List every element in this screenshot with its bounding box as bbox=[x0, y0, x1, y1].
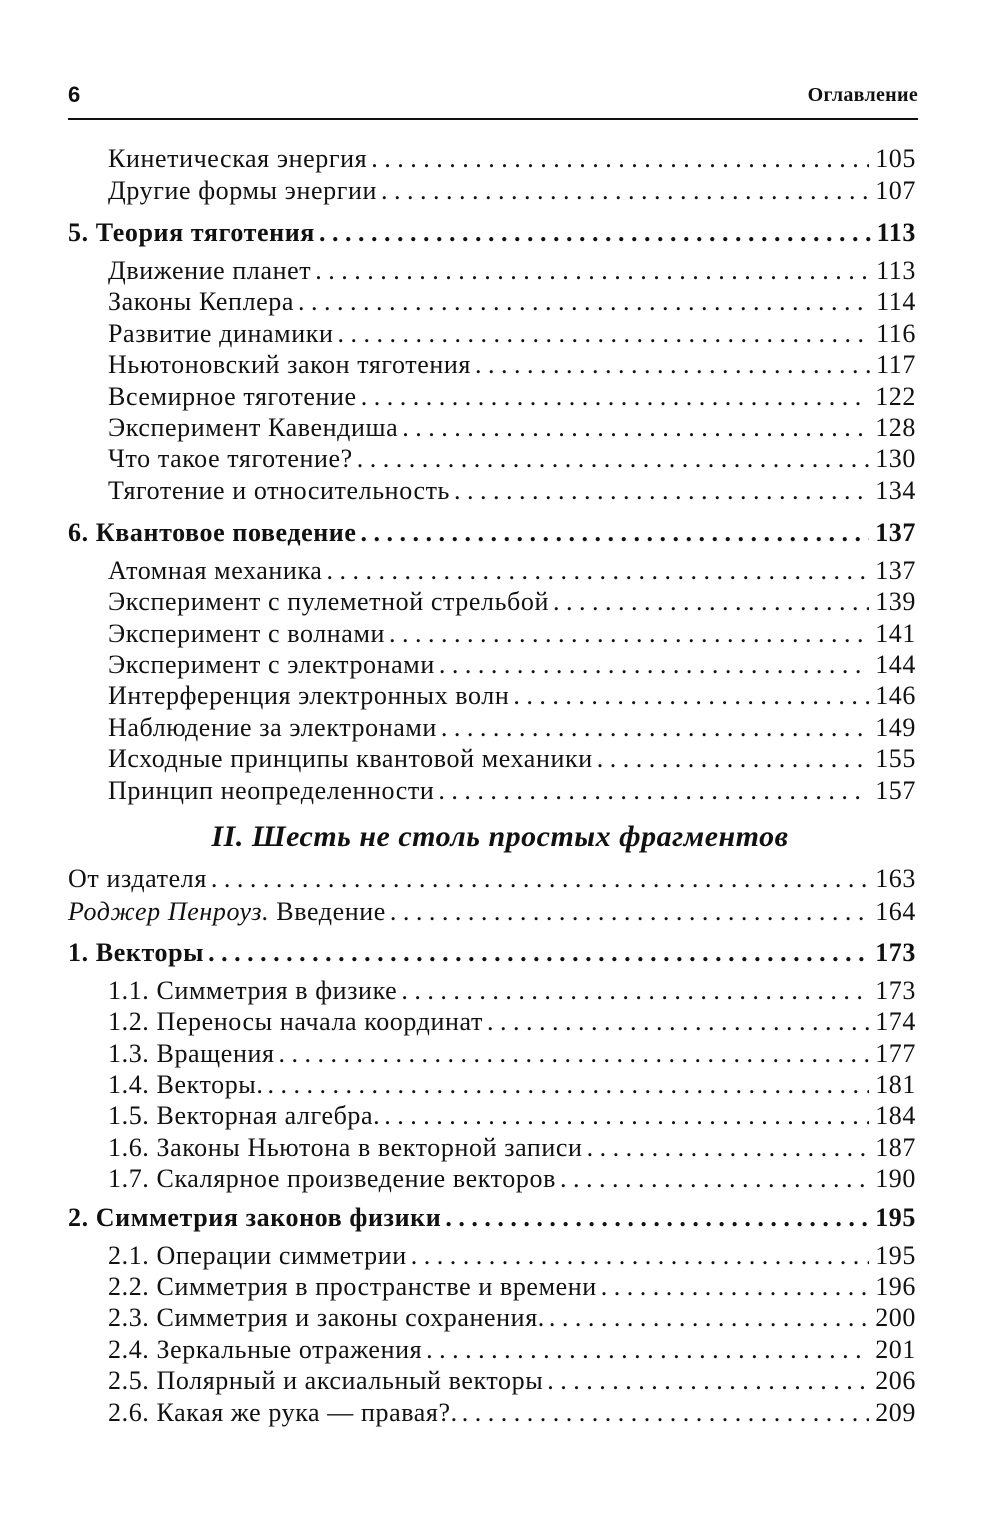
dot-leader bbox=[381, 175, 869, 207]
dot-leader bbox=[361, 517, 870, 549]
toc-entry-page: 128 bbox=[875, 413, 916, 442]
toc-entry-page: 146 bbox=[875, 681, 916, 710]
toc-entry-title: Всемирное тяготение bbox=[108, 382, 357, 411]
toc-entry bbox=[68, 937, 916, 969]
toc-entry-title: Эксперимент с волнами bbox=[108, 619, 386, 648]
toc-entry bbox=[108, 1038, 916, 1070]
dot-leader bbox=[389, 618, 869, 650]
toc-entry-page: 200 bbox=[875, 1303, 916, 1332]
toc-entry-title: Законы Кеплера bbox=[108, 287, 295, 316]
dot-leader bbox=[384, 1100, 869, 1132]
toc-entry bbox=[108, 412, 916, 444]
dot-leader bbox=[587, 1132, 870, 1164]
toc-entry-page: 139 bbox=[875, 587, 916, 616]
dot-leader bbox=[326, 555, 869, 587]
toc-entry bbox=[108, 743, 916, 775]
toc-entry-page: 144 bbox=[875, 650, 916, 679]
toc-entry-title: 1.6. Законы Ньютона в векторной записи bbox=[108, 1133, 583, 1162]
toc-entry-title: 1.5. Векторная алгебра. bbox=[108, 1101, 381, 1130]
toc-entry-title: 2.6. Какая же рука — правая?. bbox=[108, 1398, 458, 1427]
toc-entry bbox=[108, 318, 916, 350]
toc-entry bbox=[108, 1334, 916, 1366]
toc-entry bbox=[108, 1240, 916, 1272]
toc-entry-page: 201 bbox=[875, 1335, 916, 1364]
dot-leader bbox=[439, 649, 869, 681]
toc-entry-page: 177 bbox=[875, 1039, 916, 1068]
dot-leader bbox=[402, 412, 869, 444]
toc-entry bbox=[108, 443, 916, 475]
toc-entry bbox=[108, 586, 916, 618]
dot-leader bbox=[487, 1006, 869, 1038]
dot-leader bbox=[426, 1334, 869, 1366]
toc-entry-title: Другие формы энергии bbox=[108, 176, 377, 205]
toc-entry bbox=[108, 680, 916, 712]
toc-entry-title: 2.2. Симметрия в пространстве и времени bbox=[108, 1272, 597, 1301]
dot-leader bbox=[298, 286, 870, 318]
page-header bbox=[68, 78, 918, 120]
toc-entry-author: Роджер Пенроуз. bbox=[68, 897, 270, 926]
toc-entry-page: 195 bbox=[875, 1203, 916, 1232]
toc-entry bbox=[68, 517, 916, 549]
toc-entry-page: 113 bbox=[876, 256, 916, 285]
toc-entry bbox=[108, 975, 916, 1007]
toc-entry-title: Кинетическая энергия bbox=[108, 144, 368, 173]
toc-entry-page: 141 bbox=[875, 619, 916, 648]
toc-entry bbox=[108, 475, 916, 507]
toc-entry bbox=[108, 286, 916, 318]
toc-entry-page: 195 bbox=[875, 1241, 916, 1270]
toc-entry-title: Эксперимент Кавендиша bbox=[108, 413, 399, 442]
dot-leader bbox=[411, 1240, 869, 1272]
toc-entry-title: 1.7. Скалярное произведение векторов bbox=[108, 1164, 556, 1193]
toc-entry-page: 105 bbox=[875, 144, 916, 173]
toc-entry-page: 163 bbox=[875, 864, 916, 893]
toc-entry-title: Тяготение и относительность bbox=[108, 476, 450, 505]
toc-entry-title: Движение планет bbox=[108, 256, 312, 285]
toc-entry-title: Эксперимент с пулеметной стрельбой bbox=[108, 587, 549, 616]
toc-entry-page: 107 bbox=[875, 176, 916, 205]
dot-leader bbox=[357, 443, 869, 475]
dot-leader bbox=[267, 1069, 869, 1101]
toc-entry bbox=[108, 555, 916, 587]
toc-entry-title: Эксперимент с электронами bbox=[108, 650, 435, 679]
toc-entry bbox=[108, 143, 916, 175]
toc-entry-title: 1.3. Вращения bbox=[108, 1039, 275, 1068]
toc-entry-title: Ньютоновский закон тяготения bbox=[108, 350, 471, 379]
toc-entry bbox=[108, 775, 916, 807]
toc-entry-page: 209 bbox=[875, 1398, 916, 1427]
toc-entry-page: 137 bbox=[875, 556, 916, 585]
toc-entry bbox=[108, 1069, 916, 1101]
toc-entry-page: 113 bbox=[876, 218, 916, 247]
toc-entry-title: 1.1. Симметрия в физике bbox=[108, 976, 398, 1005]
toc-entry bbox=[68, 896, 916, 928]
toc-entry-title: 2. Симметрия законов физики bbox=[68, 1203, 442, 1232]
dot-leader bbox=[315, 255, 870, 287]
toc-entry-page: 184 bbox=[875, 1101, 916, 1130]
toc-entry bbox=[68, 217, 916, 249]
toc-entry-page: 181 bbox=[875, 1070, 916, 1099]
dot-leader bbox=[208, 937, 869, 969]
toc-entry bbox=[108, 618, 916, 650]
dot-leader bbox=[560, 1163, 869, 1195]
toc-entry bbox=[108, 1163, 916, 1195]
toc-entry-title: 2.1. Операции симметрии bbox=[108, 1241, 407, 1270]
toc-entry-title: 6. Квантовое поведение bbox=[68, 518, 357, 547]
toc-entry bbox=[108, 175, 916, 207]
running-head: Оглавление bbox=[807, 84, 918, 106]
toc-entry-page: 114 bbox=[876, 287, 916, 316]
dot-leader bbox=[211, 863, 869, 895]
toc-entry bbox=[108, 381, 916, 413]
dot-leader bbox=[549, 1302, 869, 1334]
toc-entry-title: 1.4. Векторы. bbox=[108, 1070, 264, 1099]
toc-entry-title: Принцип неопределенности bbox=[108, 776, 435, 805]
toc-entry-page: 155 bbox=[875, 744, 916, 773]
toc-entry-title: Исходные принципы квантовой механики bbox=[108, 744, 593, 773]
dot-leader bbox=[361, 381, 869, 413]
dot-leader bbox=[390, 896, 869, 928]
toc-entry-title bbox=[68, 896, 386, 928]
toc-entry-page: 164 bbox=[875, 897, 916, 926]
toc-entry bbox=[108, 1365, 916, 1397]
toc-entry-title: 2.3. Симметрия и законы сохранения. bbox=[108, 1303, 545, 1332]
dot-leader bbox=[371, 143, 869, 175]
part-heading: II. Шесть не столь простых фрагментов bbox=[211, 820, 789, 853]
toc-entry-page: 157 bbox=[875, 776, 916, 805]
toc-entry-page: 187 bbox=[875, 1133, 916, 1162]
dot-leader bbox=[462, 1397, 869, 1429]
toc-entry-page: 122 bbox=[875, 382, 916, 411]
toc-entry-page: 173 bbox=[875, 938, 916, 967]
toc-entry-title: 2.5. Полярный и аксиальный векторы bbox=[108, 1366, 544, 1395]
toc-entry-title: Развитие динамики bbox=[108, 319, 334, 348]
dot-leader bbox=[401, 975, 869, 1007]
toc-entry-page: 196 bbox=[875, 1272, 916, 1301]
toc-entry-title: 5. Теория тяготения bbox=[68, 218, 315, 247]
toc-entry-page: 206 bbox=[875, 1366, 916, 1395]
toc-entry bbox=[108, 1271, 916, 1303]
toc-entry bbox=[108, 1006, 916, 1038]
toc-entry-page: 174 bbox=[875, 1007, 916, 1036]
toc-entry-title: От издателя bbox=[68, 864, 207, 893]
toc-entry-title: 2.4. Зеркальные отражения bbox=[108, 1335, 423, 1364]
dot-leader bbox=[454, 475, 869, 507]
dot-leader bbox=[547, 1365, 869, 1397]
toc-entry bbox=[108, 1397, 916, 1429]
toc-entry bbox=[108, 649, 916, 681]
toc-entry bbox=[108, 1302, 916, 1334]
toc-entry-page: 116 bbox=[876, 319, 916, 348]
dot-leader bbox=[441, 712, 869, 744]
dot-leader bbox=[279, 1038, 870, 1070]
toc-entry bbox=[68, 863, 916, 895]
dot-leader bbox=[445, 1202, 869, 1234]
toc-entry bbox=[108, 1100, 916, 1132]
dot-leader bbox=[475, 349, 870, 381]
toc-entry bbox=[108, 255, 916, 287]
dot-leader bbox=[513, 680, 869, 712]
dot-leader bbox=[319, 217, 871, 249]
toc-entry-title: Интерференция электронных волн bbox=[108, 681, 510, 710]
dot-leader bbox=[597, 743, 869, 775]
toc-entry bbox=[108, 349, 916, 381]
toc-entry-page: 173 bbox=[875, 976, 916, 1005]
toc-entry-page: 190 bbox=[875, 1164, 916, 1193]
dot-leader bbox=[438, 775, 869, 807]
toc-entry-page: 137 bbox=[875, 518, 916, 547]
toc-entry-title: Наблюдение за электронами bbox=[108, 713, 437, 742]
toc-entry-page: 134 bbox=[875, 476, 916, 505]
toc-entry-title: Что такое тяготение? bbox=[108, 444, 353, 473]
toc-entry-title: 1.2. Переносы начала координат bbox=[108, 1007, 483, 1036]
dot-leader bbox=[338, 318, 871, 350]
toc-entry bbox=[68, 1202, 916, 1234]
dot-leader bbox=[553, 586, 869, 618]
page-number: 6 bbox=[68, 82, 81, 107]
toc-entry-page: 149 bbox=[875, 713, 916, 742]
toc-entry-title-text: Введение bbox=[269, 897, 386, 926]
toc-entry-title: 1. Векторы bbox=[68, 938, 205, 967]
toc-entry bbox=[108, 712, 916, 744]
dot-leader bbox=[601, 1271, 869, 1303]
toc-entry bbox=[108, 1132, 916, 1164]
toc-entry-page: 117 bbox=[876, 350, 916, 379]
toc-entry-title: Атомная механика bbox=[108, 556, 323, 585]
toc-entry-page: 130 bbox=[875, 444, 916, 473]
